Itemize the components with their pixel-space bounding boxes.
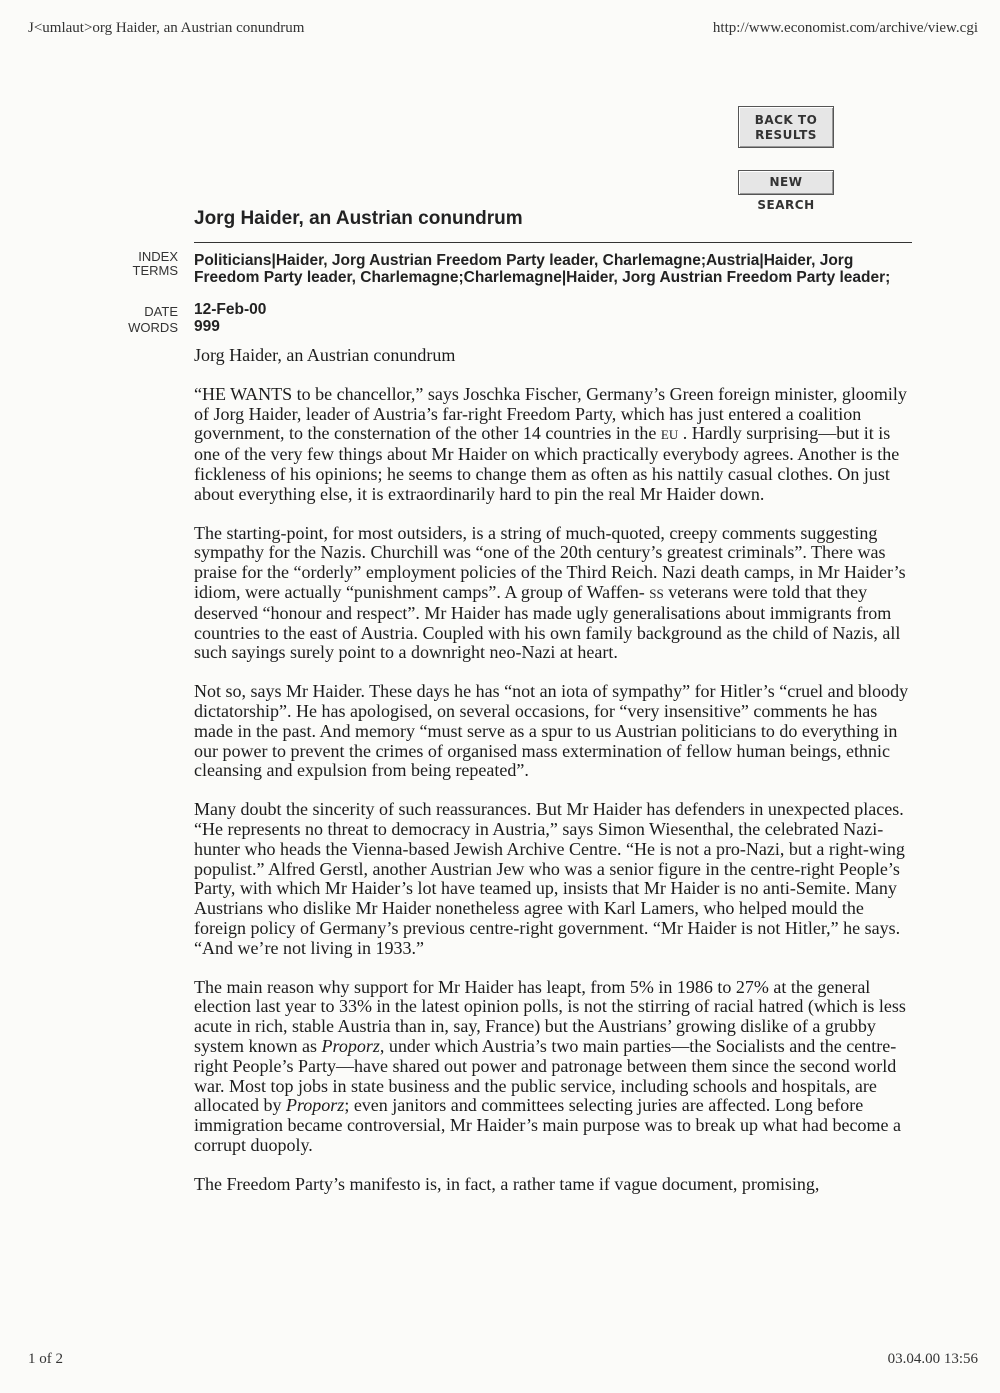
paragraph-5 — [194, 978, 919, 1156]
page-number: 1 of 2 — [28, 1351, 63, 1367]
paragraph-5-text-a: The main reason why support for Mr Haider has leapt, from 5% in 1986 to 27% at the general election last year to 33% in the latest opinion polls, is not the stirring of racial hatred (which is less acute in rich, stable Austria than in, say, France) but the Austrians’ growing dislike of a grubby system known as — [194, 976, 906, 1056]
paragraph-2 — [194, 524, 919, 664]
date-label: DATE — [144, 304, 178, 319]
paragraph-2-text-b: veterans were told that they deserved “honour and respect”. Mr Haider has made ugly generalisations about immigrants from countries to the east of Austria. Coupled with his own family background as the child of Nazis, all such sayings surely point to a downright neo-Nazi at heart. — [194, 581, 901, 663]
index-label-line2: TERMS — [132, 263, 178, 278]
paragraph-2-text-a: The starting-point, for most outsiders, is a string of much-quoted, creepy comments suggesting sympathy for the Nazis. Churchill was “one of the 20th century’s greatest criminals”. There was praise for the “orderly” employment policies of the Third Reich. Nazi death camps, in Mr Haider’s idiom, were actually “punishment camps”. A group of Waffen- — [194, 522, 906, 602]
title-divider — [194, 242, 912, 243]
proporz-term: Proporz — [321, 1035, 380, 1056]
article-title: Jorg Haider, an Austrian conundrum — [194, 208, 523, 229]
paragraph-1 — [194, 385, 919, 505]
paragraph-4: Many doubt the sincerity of such reassurances. But Mr Haider has defenders in unexpected places. “He represents no threat to democracy in Austria,” says Simon Wiesenthal, the celebrated Nazi-hunter who heads the Vienna-based Jewish Archive Centre. “He is not a pro-Nazi, but a right-wing populist.” Alfred Gerstl, another Austrian Jew who was a senior figure in the centre-right People’s Party, with which Mr Haider’s lot have teamed up, insists that Mr Haider is no anti-Semite. Many Austrians who dislike Mr Haider nonetheless agree with Karl Lamers, who helped mould the foreign policy of Germany’s previous centre-right government. “Mr Haider is not Hitler,” he says. “And we’re not living in 1933.” — [194, 799, 905, 958]
words-label: WORDS — [128, 320, 178, 335]
print-header-title: J<umlaut>org Haider, an Austrian conundrum — [28, 20, 305, 36]
paragraph-5-text-c: ; even janitors and committees selecting juries are affected. Long before immigration became controversial, Mr Haider’s main purpose was to break up what had become a corrupt duopoly. — [194, 1095, 901, 1155]
eu-abbreviation: EU — [660, 427, 679, 443]
ss-abbreviation: SS — [649, 585, 664, 601]
proporz-term: Proporz — [285, 1095, 345, 1116]
print-timestamp: 03.04.00 13:56 — [887, 1351, 978, 1367]
paragraph-5-text-b: , under which Austria’s two main parties—the Socialists and the centre-right People’s Party—have shared out power and patronage between them since the second world war. Most top jobs in state business and the public service, including schools and hospitals, are allocated by — [194, 1035, 897, 1116]
paragraph-1-text-a: “HE WANTS to be chancellor,” says Joschka Fischer, Germany’s Green foreign minister, gloomily of Jorg Haider, leader of Austria’s far-right Freedom Party, which has just entered a coalition government, to the consternation of the other 14 countries in the — [194, 383, 907, 444]
print-header-url: http://www.economist.com/archive/view.cgi — [712, 20, 978, 36]
article-body — [194, 346, 919, 1213]
back-to-results-button[interactable] — [738, 106, 834, 148]
index-terms-label — [133, 250, 179, 278]
paragraph-3: Not so, says Mr Haider. These days he has “not an iota of sympathy” for Hitler’s “cruel and bloody dictatorship”. He has apologised, on several occasions, for “very insensitive” comments he has made in the past. And memory “must serve as a spur to us Austrian politicians to do everything in our power to prevent the crimes of organised mass extermination of fellow human beings, ethnic cleansing and expulsion from being repeated”. — [194, 681, 909, 781]
index-label-line1: INDEX — [138, 249, 178, 264]
paragraph-6: The Freedom Party’s manifesto is, in fact, a rather tame if vague document, promising, — [194, 1173, 820, 1194]
words-value: 999 — [194, 318, 220, 335]
index-terms-value: Politicians|Haider, Jorg Austrian Freedom Party leader, Charlemagne;Austria|Haider, Jorg Freedom Party leader, Charlemagne;Charlemagne|Haider, Jorg Austrian Freedom Party leader; — [194, 252, 891, 286]
paragraph-1-text-b: . Hardly surprising—but it is one of the very few things about Mr Haider on which practically everybody agrees. Another is the fickleness of his opinions; he seems to change them as often as his nattily casual clothes. On just about everything else, it is extraordinarily hard to pin the real Mr Haider down. — [194, 423, 900, 504]
new-search-button[interactable]: NEW SEARCH — [738, 170, 834, 195]
back-button-label-line1: BACK TO — [754, 113, 818, 127]
back-button-label-line2: RESULTS — [755, 128, 817, 142]
date-value: 12-Feb-00 — [194, 301, 267, 318]
body-title: Jorg Haider, an Austrian conundrum — [194, 345, 456, 365]
